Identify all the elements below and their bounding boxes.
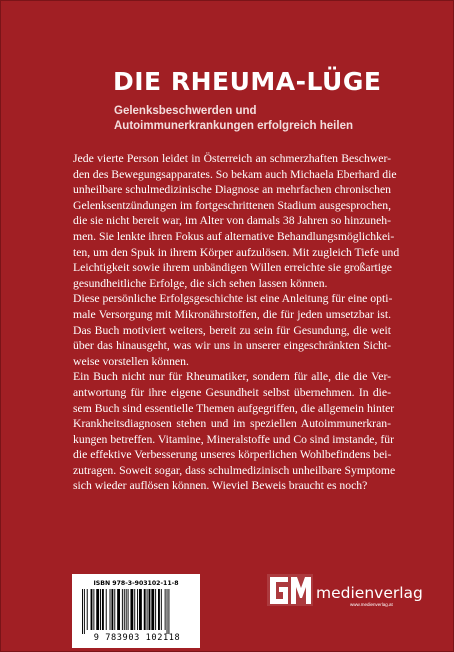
subtitle-line: Autoimmunerkrankungen erfolgreich heilen: [114, 120, 353, 132]
blurb-line: Das Buch motiviert weiters, bereit zu sein für Gesundung, die weit: [73, 323, 391, 337]
book-subtitle: [114, 104, 414, 134]
blurb-line: die effektive Verbesserung unseres körperlichen Wohlbefindens bei-: [73, 448, 392, 462]
blurb-line: unheilbare schulmedizinische Diagnose an mehrfachen chronischen: [73, 183, 391, 197]
blurb-paragraph: [73, 151, 400, 291]
blurb-line: ten, um den Spuk in ihrem Körper aufzulösen. Mit zugleich Tiefe und: [73, 245, 400, 259]
blurb-paragraph: [73, 291, 391, 369]
isbn-barcode-label: [72, 574, 200, 648]
blurb-line: gesundheitliche Erfolge, die sich sehen lassen können.: [73, 276, 328, 290]
publisher-name: medienverlag: [316, 584, 423, 602]
blurb-line: Diese persönliche Erfolgsgeschichte ist eine Anleitung für eine opti-: [73, 292, 393, 306]
book-title: DIE RHEUMA-LÜGE: [113, 67, 382, 96]
ean-digits: 9 783903 102118: [93, 633, 181, 643]
blurb-line: Gelenksentzündungen im fortgeschrittenen Stadium ausgesprochen,: [73, 198, 391, 212]
blurb-line: Jede vierte Person leidet in Österreich an schmerzhaften Beschwer-: [73, 152, 391, 165]
blurb-line: die sie nicht bereit war, im Alter von damals 38 Jahren so hinzuneh-: [73, 214, 391, 228]
blurb-line: über das hinausgeht, was wir uns in unserer eingeschränkten Sicht-: [73, 339, 391, 353]
barcode-icon: [82, 589, 192, 634]
blurb-line: kungen betreffen. Vitamine, Mineralstoffe und Co sind imstande, für: [73, 432, 394, 446]
blurb-line: antwortung für ihre eigene Gesundheit selbst übernehmen. In die-: [73, 385, 391, 399]
gm-logo-icon: [266, 571, 314, 609]
blurb-line: Ein Buch nicht nur für Rheumatiker, sondern für alle, die die Ver-: [73, 370, 391, 384]
isbn-number: ISBN 978-3-903102-11-8: [93, 580, 179, 587]
blurb-text: [73, 151, 400, 494]
blurb-paragraph: [73, 369, 396, 494]
subtitle-line: Gelenksbeschwerden und: [114, 105, 257, 117]
blurb-line: sich wieder auflösen können. Wieviel Beweis braucht es noch?: [73, 479, 368, 493]
publisher-logo: [266, 571, 423, 611]
blurb-line: men. Sie lenkte ihren Fokus auf alternative Behandlungsmöglichkei-: [73, 229, 395, 243]
blurb-line: weise vorstellen können.: [73, 354, 189, 368]
blurb-line: male Versorgung mit Mikronährstoffen, die für jeden umsetzbar ist.: [73, 307, 391, 321]
blurb-line: sem Buch sind essentielle Themen aufgegriffen, die allgemein hinter: [73, 401, 395, 415]
blurb-line: zutragen. Soweit sogar, dass schulmedizinisch unheilbare Symptome: [73, 463, 396, 477]
blurb-line: Krankheitsdiagnosen stehen und im speziellen Autoimmunerkran-: [73, 417, 391, 431]
blurb-line: Leichtigkeit sowie ihrem unbändigen Willen erreichte sie großartige: [73, 261, 392, 275]
blurb-line: den des Bewegungsapparates. So bekam auch Michaela Eberhard die: [73, 167, 397, 181]
publisher-website: www.medienverlag.at: [350, 602, 393, 607]
